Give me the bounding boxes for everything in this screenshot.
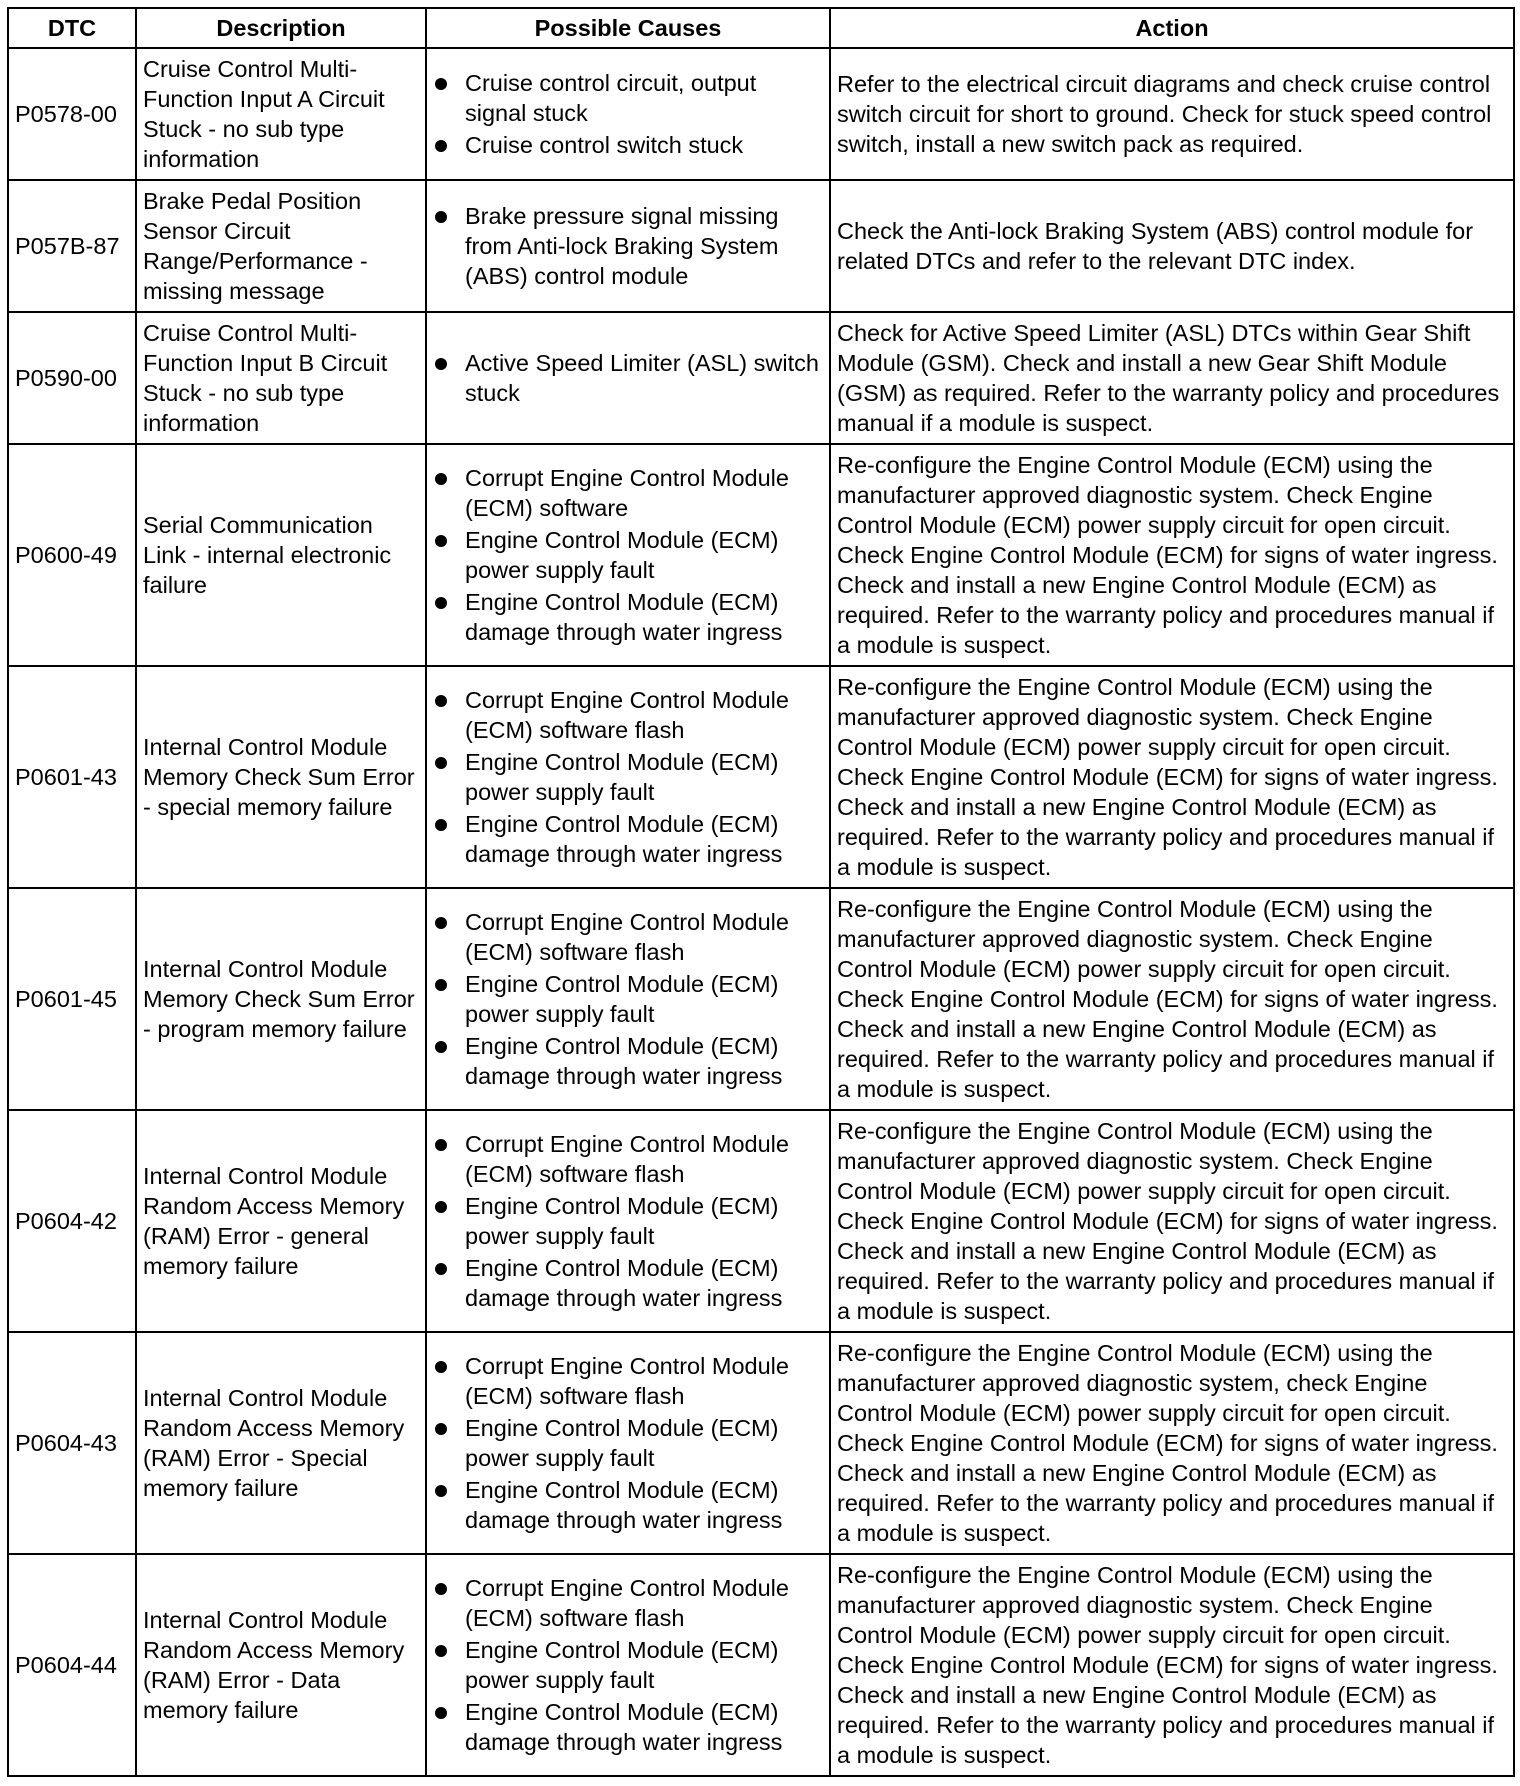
dtc-description: Internal Control Module Random Access Memory (RAM) Error - Data memory failure bbox=[136, 1554, 426, 1776]
cause-item: Corrupt Engine Control Module (ECM) software bbox=[433, 463, 823, 523]
header-possible-causes: Possible Causes bbox=[426, 8, 830, 48]
possible-causes bbox=[426, 1110, 830, 1332]
cause-item: Engine Control Module (ECM) damage through water ingress bbox=[433, 1475, 823, 1535]
dtc-description: Internal Control Module Memory Check Sum Error - special memory failure bbox=[136, 666, 426, 888]
action-text: Re-configure the Engine Control Module (ECM) using the manufacturer approved diagnostic system. Check Engine Control Module (ECM) power supply circuit for open circuit. Check Engine Control Module (ECM) for signs of water ingress. Check and install a new Engine Control Module (ECM) as required. Refer to the warranty policy and procedures manual if a module is suspect. bbox=[830, 1554, 1514, 1776]
dtc-code: P0604-43 bbox=[8, 1332, 136, 1554]
table-body bbox=[8, 48, 1514, 1776]
dtc-description: Brake Pedal Position Sensor Circuit Range/Performance - missing message bbox=[136, 180, 426, 312]
cause-item: Engine Control Module (ECM) damage through water ingress bbox=[433, 1253, 823, 1313]
dtc-code: P0600-49 bbox=[8, 444, 136, 666]
dtc-code: P057B-87 bbox=[8, 180, 136, 312]
dtc-code: P0590-00 bbox=[8, 312, 136, 444]
causes-list bbox=[433, 68, 823, 160]
cause-item: Active Speed Limiter (ASL) switch stuck bbox=[433, 348, 823, 408]
header-row bbox=[8, 8, 1514, 48]
action-text: Re-configure the Engine Control Module (ECM) using the manufacturer approved diagnostic system. Check Engine Control Module (ECM) power supply circuit for open circuit. Check Engine Control Module (ECM) for signs of water ingress. Check and install a new Engine Control Module (ECM) as required. Refer to the warranty policy and procedures manual if a module is suspect. bbox=[830, 444, 1514, 666]
cause-item: Corrupt Engine Control Module (ECM) software flash bbox=[433, 1351, 823, 1411]
dtc-code: P0604-44 bbox=[8, 1554, 136, 1776]
table-row bbox=[8, 1554, 1514, 1776]
possible-causes bbox=[426, 1332, 830, 1554]
causes-list bbox=[433, 1573, 823, 1757]
possible-causes bbox=[426, 312, 830, 444]
dtc-table bbox=[7, 7, 1515, 1777]
header-description: Description bbox=[136, 8, 426, 48]
table-row bbox=[8, 312, 1514, 444]
action-text: Refer to the electrical circuit diagrams and check cruise control switch circuit for short to ground. Check for stuck speed control switch, install a new switch pack as required. bbox=[830, 48, 1514, 180]
action-text: Re-configure the Engine Control Module (ECM) using the manufacturer approved diagnostic system. Check Engine Control Module (ECM) power supply circuit for open circuit. Check Engine Control Module (ECM) for signs of water ingress. Check and install a new Engine Control Module (ECM) as required. Refer to the warranty policy and procedures manual if a module is suspect. bbox=[830, 1110, 1514, 1332]
cause-item: Engine Control Module (ECM) damage through water ingress bbox=[433, 1031, 823, 1091]
causes-list bbox=[433, 1351, 823, 1535]
cause-item: Brake pressure signal missing from Anti-lock Braking System (ABS) control module bbox=[433, 201, 823, 291]
dtc-code: P0578-00 bbox=[8, 48, 136, 180]
cause-item: Corrupt Engine Control Module (ECM) software flash bbox=[433, 685, 823, 745]
cause-item: Engine Control Module (ECM) power supply fault bbox=[433, 525, 823, 585]
action-text: Check for Active Speed Limiter (ASL) DTCs within Gear Shift Module (GSM). Check and install a new Gear Shift Module (GSM) as required. Refer to the warranty policy and procedures manual if a module is suspect. bbox=[830, 312, 1514, 444]
causes-list bbox=[433, 685, 823, 869]
dtc-code: P0601-43 bbox=[8, 666, 136, 888]
causes-list bbox=[433, 348, 823, 408]
cause-item: Corrupt Engine Control Module (ECM) software flash bbox=[433, 1573, 823, 1633]
cause-item: Engine Control Module (ECM) power supply fault bbox=[433, 1413, 823, 1473]
cause-item: Corrupt Engine Control Module (ECM) software flash bbox=[433, 907, 823, 967]
cause-item: Cruise control circuit, output signal stuck bbox=[433, 68, 823, 128]
dtc-description: Serial Communication Link - internal electronic failure bbox=[136, 444, 426, 666]
dtc-description: Internal Control Module Random Access Memory (RAM) Error - general memory failure bbox=[136, 1110, 426, 1332]
cause-item: Engine Control Module (ECM) power supply fault bbox=[433, 969, 823, 1029]
cause-item: Engine Control Module (ECM) damage through water ingress bbox=[433, 809, 823, 869]
causes-list bbox=[433, 201, 823, 291]
table-row bbox=[8, 666, 1514, 888]
dtc-description: Internal Control Module Random Access Memory (RAM) Error - Special memory failure bbox=[136, 1332, 426, 1554]
header-dtc: DTC bbox=[8, 8, 136, 48]
table-row bbox=[8, 48, 1514, 180]
dtc-code: P0604-42 bbox=[8, 1110, 136, 1332]
dtc-description: Cruise Control Multi-Function Input A Circuit Stuck - no sub type information bbox=[136, 48, 426, 180]
table-row bbox=[8, 444, 1514, 666]
table-row bbox=[8, 888, 1514, 1110]
dtc-code: P0601-45 bbox=[8, 888, 136, 1110]
cause-item: Engine Control Module (ECM) power supply fault bbox=[433, 1635, 823, 1695]
table-row bbox=[8, 180, 1514, 312]
cause-item: Corrupt Engine Control Module (ECM) software flash bbox=[433, 1129, 823, 1189]
action-text: Check the Anti-lock Braking System (ABS) control module for related DTCs and refer to the relevant DTC index. bbox=[830, 180, 1514, 312]
causes-list bbox=[433, 907, 823, 1091]
table-row bbox=[8, 1110, 1514, 1332]
possible-causes bbox=[426, 180, 830, 312]
possible-causes bbox=[426, 666, 830, 888]
table-row bbox=[8, 1332, 1514, 1554]
possible-causes bbox=[426, 1554, 830, 1776]
dtc-description: Internal Control Module Memory Check Sum Error - program memory failure bbox=[136, 888, 426, 1110]
table-header bbox=[8, 8, 1514, 48]
cause-item: Engine Control Module (ECM) power supply fault bbox=[433, 1191, 823, 1251]
cause-item: Engine Control Module (ECM) damage through water ingress bbox=[433, 587, 823, 647]
header-action: Action bbox=[830, 8, 1514, 48]
possible-causes bbox=[426, 48, 830, 180]
causes-list bbox=[433, 1129, 823, 1313]
possible-causes bbox=[426, 444, 830, 666]
causes-list bbox=[433, 463, 823, 647]
action-text: Re-configure the Engine Control Module (ECM) using the manufacturer approved diagnostic system. Check Engine Control Module (ECM) power supply circuit for open circuit. Check Engine Control Module (ECM) for signs of water ingress. Check and install a new Engine Control Module (ECM) as required. Refer to the warranty policy and procedures manual if a module is suspect. bbox=[830, 888, 1514, 1110]
dtc-description: Cruise Control Multi-Function Input B Circuit Stuck - no sub type information bbox=[136, 312, 426, 444]
cause-item: Engine Control Module (ECM) damage through water ingress bbox=[433, 1697, 823, 1757]
cause-item: Cruise control switch stuck bbox=[433, 130, 823, 160]
cause-item: Engine Control Module (ECM) power supply fault bbox=[433, 747, 823, 807]
action-text: Re-configure the Engine Control Module (ECM) using the manufacturer approved diagnostic system, check Engine Control Module (ECM) power supply circuit for open circuit. Check Engine Control Module (ECM) for signs of water ingress. Check and install a new Engine Control Module (ECM) as required. Refer to the warranty policy and procedures manual if a module is suspect. bbox=[830, 1332, 1514, 1554]
action-text: Re-configure the Engine Control Module (ECM) using the manufacturer approved diagnostic system. Check Engine Control Module (ECM) power supply circuit for open circuit. Check Engine Control Module (ECM) for signs of water ingress. Check and install a new Engine Control Module (ECM) as required. Refer to the warranty policy and procedures manual if a module is suspect. bbox=[830, 666, 1514, 888]
possible-causes bbox=[426, 888, 830, 1110]
